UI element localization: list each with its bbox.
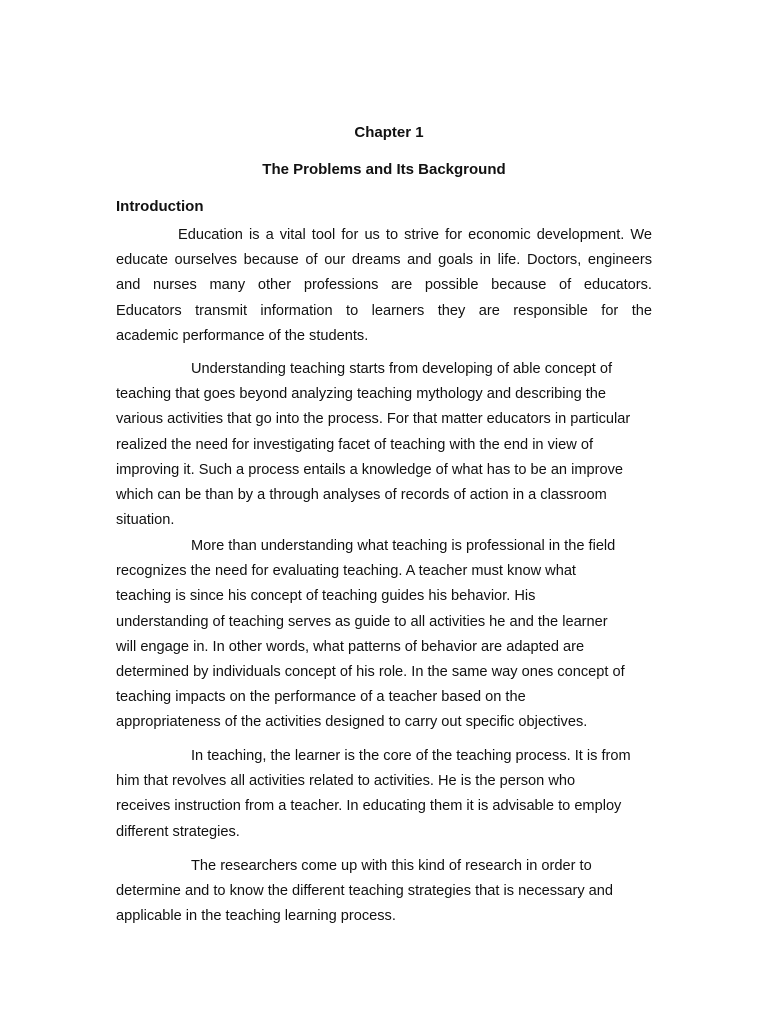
page-title: The Problems and Its Background bbox=[262, 161, 506, 178]
paragraph-line: receives instruction from a teacher. In educating them it is advisable to employ bbox=[116, 798, 622, 815]
paragraph-line: applicable in the teaching learning process. bbox=[116, 908, 396, 925]
paragraph-line: various activities that go into the process. For that matter educators in particular bbox=[116, 411, 631, 428]
paragraph-1 bbox=[116, 223, 652, 349]
paragraph-line: More than understanding what teaching is professional in the field bbox=[191, 538, 616, 554]
paragraph-line: The researchers come up with this kind of research in order to bbox=[191, 858, 592, 874]
chapter-label: Chapter 1 bbox=[354, 124, 424, 141]
paragraph-line: determined by individuals concept of his role. In the same way ones concept of bbox=[116, 663, 625, 680]
paragraph-line: realized the need for investigating facet of teaching with the end in view of bbox=[116, 436, 594, 453]
paragraph-3 bbox=[116, 534, 652, 736]
paragraph-4 bbox=[116, 744, 652, 845]
paragraph-line: teaching that goes beyond analyzing teaching mythology and describing the bbox=[116, 386, 607, 403]
paragraph-line: determine and to know the different teaching strategies that is necessary and bbox=[116, 883, 614, 900]
paragraph-line: appropriateness of the activities designed to carry out specific objectives. bbox=[116, 714, 588, 731]
paragraph-line: Understanding teaching starts from developing of able concept of bbox=[191, 361, 613, 377]
paragraph-line: him that revolves all activities related to activities. He is the person who bbox=[116, 773, 576, 790]
paragraph-line: which can be than by a through analyses of records of action in a classroom bbox=[116, 486, 607, 503]
paragraph-line: Education is a vital tool for us to strive for economic development. We bbox=[178, 227, 652, 243]
paragraph-2 bbox=[116, 357, 652, 533]
paragraph-line: situation. bbox=[116, 512, 175, 529]
paragraph-line: understanding of teaching serves as guide to all activities he and the learner bbox=[116, 613, 608, 630]
paragraph-line: teaching impacts on the performance of a teacher based on the bbox=[116, 689, 526, 706]
paragraph-5 bbox=[116, 854, 652, 930]
paragraph-line: teaching is since his concept of teaching guides his behavior. His bbox=[116, 588, 536, 605]
paragraph-line: and nurses many other professions are possible because of educators. bbox=[116, 277, 652, 294]
paragraph-line: In teaching, the learner is the core of the teaching process. It is from bbox=[191, 748, 631, 764]
paragraph-line: Educators transmit information to learners they are responsible for the bbox=[116, 302, 652, 319]
paragraph-line: improving it. Such a process entails a knowledge of what has to be an improve bbox=[116, 461, 624, 478]
paragraph-line: will engage in. In other words, what patterns of behavior are adapted are bbox=[116, 638, 585, 655]
paragraph-line: recognizes the need for evaluating teaching. A teacher must know what bbox=[116, 563, 576, 580]
paragraph-line: academic performance of the students. bbox=[116, 327, 369, 344]
paragraph-line: educate ourselves because of our dreams and goals in life. Doctors, engineers bbox=[116, 252, 652, 269]
paragraph-line: different strategies. bbox=[116, 823, 240, 840]
section-heading: Introduction bbox=[116, 198, 204, 215]
